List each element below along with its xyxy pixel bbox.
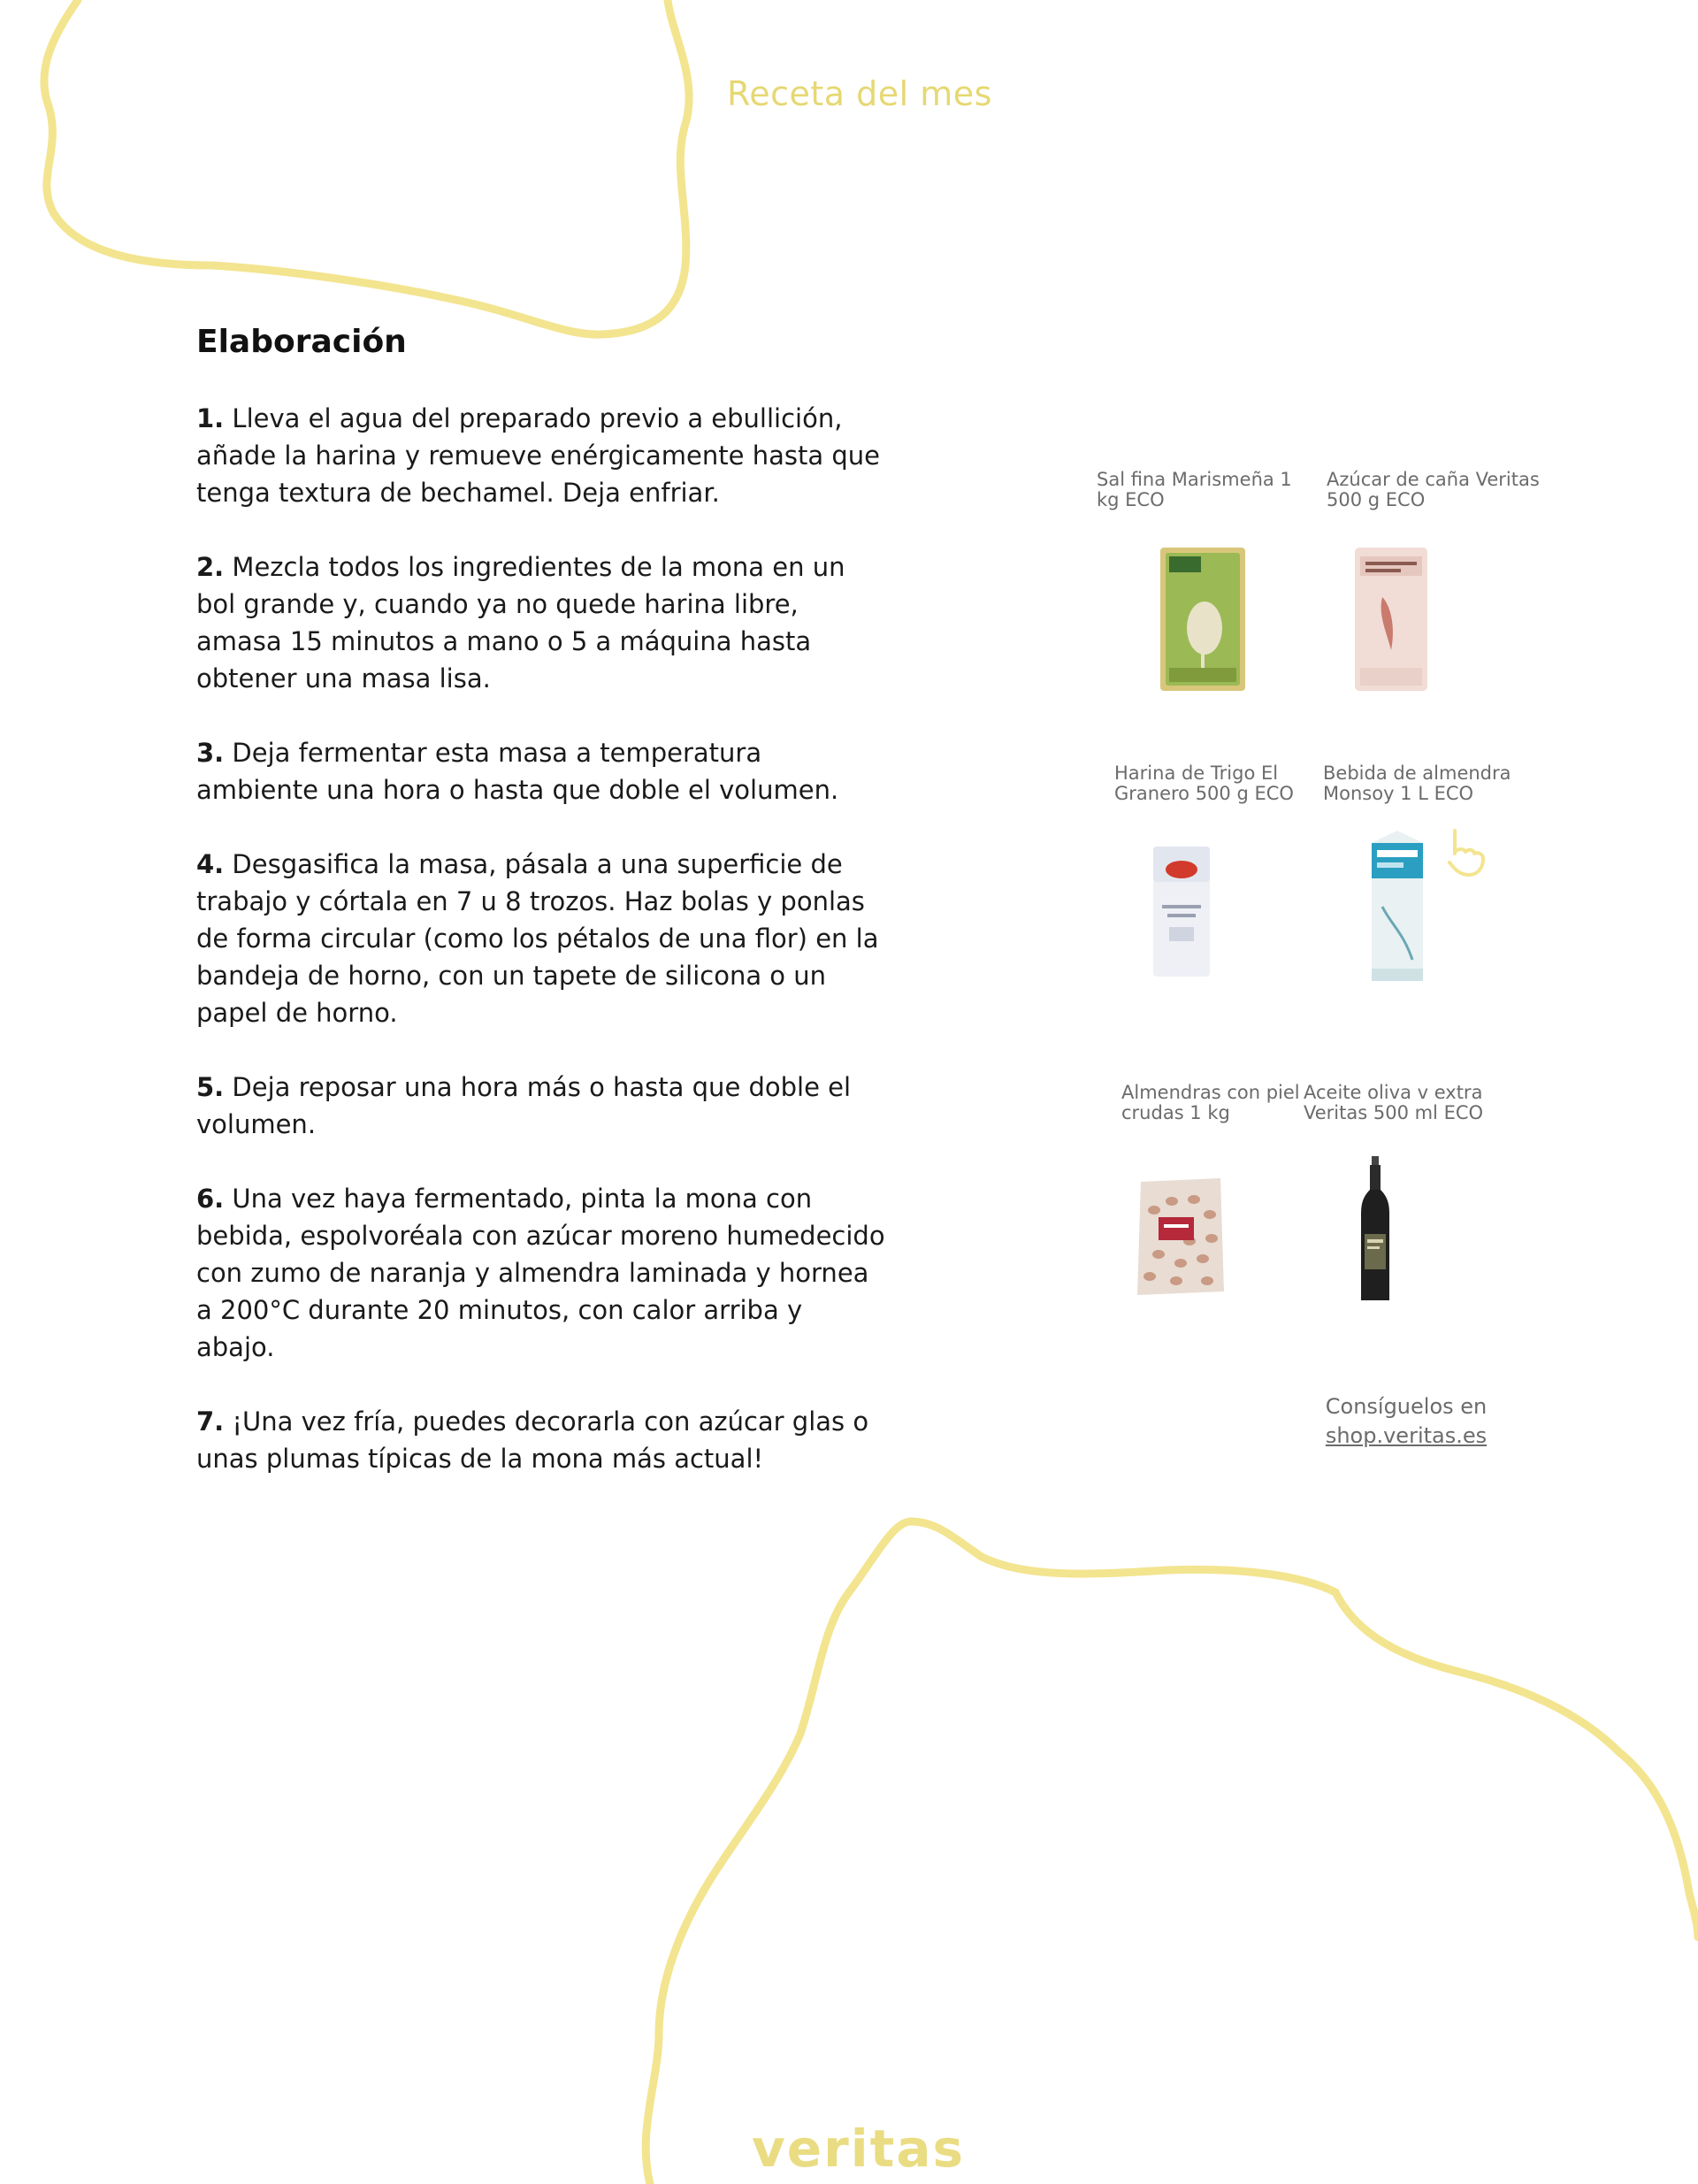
sugar-bag-icon[interactable] — [1351, 544, 1431, 694]
step-text: Mezcla todos los ingredientes de la mona en un bol grande y, cuando ya no quede harina libre, amasa 15 minutos a mano o 5 a máquina hasta obtener una masa lisa. — [196, 552, 845, 694]
step-number: 5. — [196, 1072, 225, 1102]
product-label-olive-oil[interactable]: Aceite oliva v extra Veritas 500 ml ECO — [1304, 1082, 1484, 1123]
product-label-almond-drink[interactable]: Bebida de almendra Monsoy 1 L ECO — [1323, 762, 1511, 804]
page-heading: Elaboración — [196, 324, 407, 360]
step-number: 2. — [196, 552, 225, 582]
product-label-almonds[interactable]: Almendras con piel crudas 1 kg — [1121, 1082, 1300, 1123]
flour-bag-icon[interactable] — [1150, 843, 1213, 980]
step-number: 7. — [196, 1406, 225, 1437]
brand-logo: veritas — [752, 2119, 966, 2179]
product-label-flour[interactable]: Harina de Trigo El Granero 500 g ECO — [1114, 762, 1294, 804]
steps-list — [196, 400, 886, 1514]
salt-bag-icon[interactable] — [1150, 544, 1256, 694]
product-label-sugar[interactable]: Azúcar de caña Veritas 500 g ECO — [1327, 469, 1540, 510]
section-title: Receta del mes — [727, 74, 992, 113]
step-number: 3. — [196, 738, 225, 768]
cta-text: Consíguelos en — [1325, 1394, 1488, 1419]
product-label-salt[interactable]: Sal fina Marismeña 1 kg ECO — [1097, 469, 1292, 510]
step-text: Lleva el agua del preparado previo a ebullición, añade la harina y remueve enérgicamente hasta que tenga textura de bechamel. Deja enfriar. — [196, 403, 880, 508]
step-item — [196, 400, 886, 511]
step-number: 6. — [196, 1184, 225, 1214]
step-text: Deja reposar una hora más o hasta que doble el volumen. — [196, 1072, 852, 1139]
hand-pointer-icon — [1439, 825, 1492, 878]
step-item — [196, 846, 886, 1031]
olive-oil-bottle-icon[interactable] — [1358, 1154, 1393, 1305]
step-item — [196, 1069, 886, 1143]
step-text: Una vez haya fermentado, pinta la mona con bebida, espolvoréala con azúcar moreno humedecido con zumo de naranja y almendra laminada y hornea a 200°C durante 20 minutos, con calor arriba y abajo. — [196, 1184, 885, 1362]
step-text: Desgasifica la masa, pásala a una superficie de trabajo y córtala en 7 u 8 trozos. Haz bolas y ponlas de forma circular (como los pétalos de una flor) en la bandeja de horno, con un tapete de silicona o un papel de horno. — [196, 849, 879, 1028]
step-text: Deja fermentar esta masa a temperatura ambiente una hora o hasta que doble el volumen. — [196, 738, 839, 805]
step-item — [196, 1180, 886, 1366]
step-item — [196, 734, 886, 808]
almonds-bag-icon[interactable] — [1132, 1175, 1229, 1299]
step-number: 4. — [196, 849, 225, 879]
almond-drink-carton-icon[interactable] — [1365, 827, 1430, 985]
shop-link[interactable]: shop.veritas.es — [1325, 1423, 1488, 1448]
step-item — [196, 548, 886, 697]
step-text: ¡Una vez fría, puedes decorarla con azúcar glas o unas plumas típicas de la mona más actual! — [196, 1406, 869, 1474]
step-number: 1. — [196, 403, 225, 433]
step-item — [196, 1403, 886, 1477]
shop-cta — [1309, 1392, 1503, 1451]
